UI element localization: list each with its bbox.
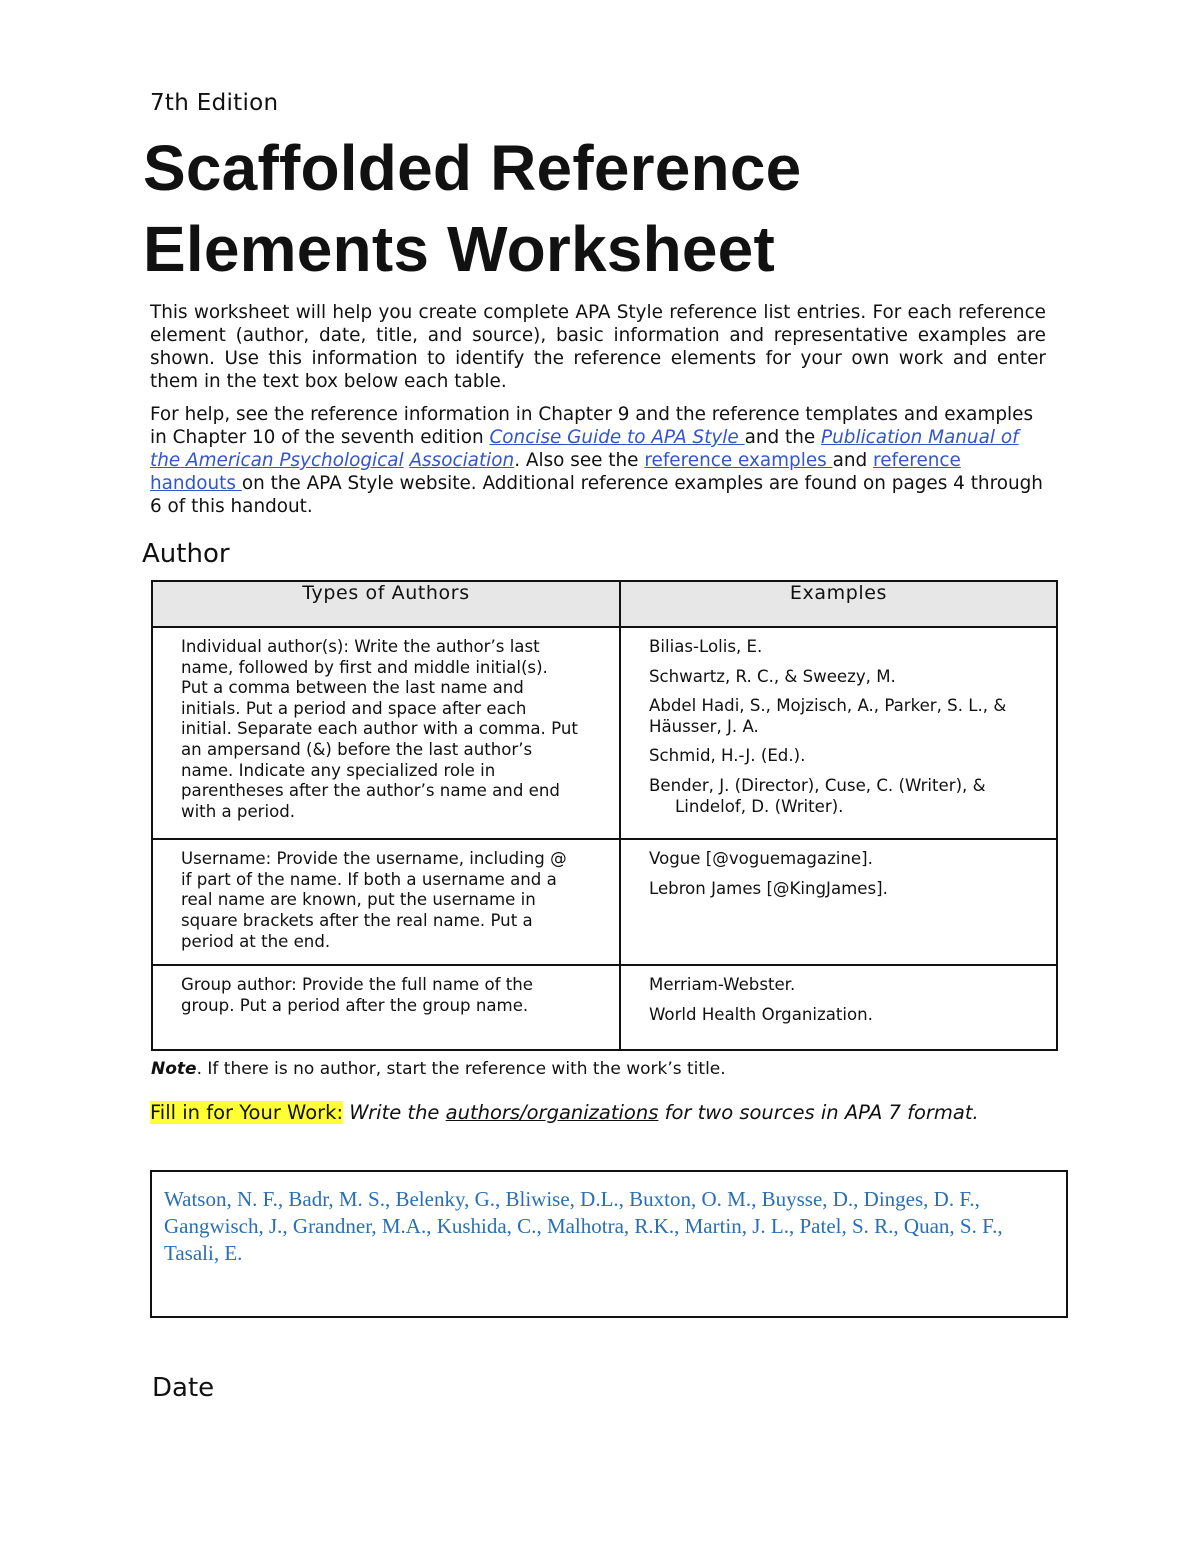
table-row: [152, 965, 1057, 1050]
publication-manual-link[interactable]: Publication Manual of the American Psychological: [150, 427, 1019, 471]
examples-cell: [620, 839, 1057, 965]
title-line-1: Scaffolded Reference: [143, 132, 802, 204]
example-entry: Schmid, H.-J. (Ed.).: [649, 746, 806, 766]
table-row: [152, 627, 1057, 839]
author-note: [151, 1059, 726, 1079]
page-title: [143, 128, 1103, 290]
example-entry: Merriam-Webster.: [649, 975, 796, 995]
author-type-cell: Individual author(s): Write the author’s last name, followed by first and middle initial(s). Put a comma between the last name and initials. Put a period and space after each initial. Separate each author with a comma. Put an ampersand (&) before the last author’s name. Indicate any specialized role in parentheses after the author’s name and end with a period.: [152, 627, 620, 839]
example-entry: World Health Organization.: [649, 1004, 873, 1024]
example-entry: Bender, J. (Director), Cuse, C. (Writer), & Lindelof, D. (Writer).: [649, 775, 986, 816]
answer-line: Watson, N. F., Badr, M. S., Belenky, G., Bliwise, D.L., Buxton, O. M., Buysse, D., Dinges, D. F.,: [164, 1187, 980, 1211]
example-entry: Abdel Hadi, S., Mojzisch, A., Parker, S. L., & Häusser, J. A.: [649, 696, 1007, 736]
example-entry: Bilias-Lolis, E.: [649, 637, 763, 656]
help-text: and: [832, 450, 874, 471]
help-paragraph: [150, 403, 1046, 518]
table-row: [152, 839, 1057, 965]
help-text: . Also see the: [514, 450, 645, 471]
author-types-table: [151, 580, 1058, 1051]
fill-in-instruction: [150, 1100, 1030, 1125]
date-heading: Date: [152, 1373, 215, 1403]
types-header: Types of Authors: [152, 581, 620, 627]
example-entry: Lebron James [@KingJames].: [649, 878, 888, 898]
examples-cell: [620, 627, 1057, 839]
edition-label: 7th Edition: [150, 90, 279, 116]
reference-handouts-link[interactable]: reference handouts: [150, 450, 961, 494]
concise-guide-link[interactable]: Concise Guide to APA Style: [489, 427, 745, 448]
fill-in-label: Fill in for Your Work:: [150, 1101, 344, 1124]
example-entry: Schwartz, R. C., & Sweezy, M.: [649, 666, 896, 686]
help-text: For help, see the reference information in Chapter 9 and the reference templates and examples in Chapter 10 of the seventh edition: [150, 404, 1034, 448]
table-header-row: [152, 581, 1057, 627]
title-line-2: Elements Worksheet: [143, 213, 775, 285]
example-entry: Vogue [@voguemagazine].: [649, 849, 873, 869]
author-type-cell: Username: Provide the username, including @ if part of the name. If both a username and a real name are known, put the username in square brackets after the real name. Put a period at the end.: [152, 839, 620, 965]
author-answer-box[interactable]: [150, 1170, 1068, 1318]
author-type-cell: Group author: Provide the full name of the group. Put a period after the group name.: [152, 965, 620, 1050]
association-link[interactable]: Association: [409, 450, 515, 471]
examples-cell: [620, 965, 1057, 1050]
fill-in-text: for two sources in APA 7 format.: [658, 1101, 979, 1124]
answer-line: Gangwisch, J., Grandner, M.A., Kushida, C., Malhotra, R.K., Martin, J. L., Patel, S. R., Quan, S. F., Tasali, E.: [164, 1214, 1003, 1265]
help-text: on the APA Style website. Additional reference examples are found on pages 4 through 6 of this handout.: [150, 473, 1043, 517]
intro-paragraph: This worksheet will help you create complete APA Style reference list entries. For each reference element (author, date, title, and source), basic information and representative examples are shown. Use this information to identify the reference elements for your own work and enter them in the text box below each table.: [150, 302, 1046, 392]
author-heading: Author: [142, 539, 230, 569]
examples-header: Examples: [620, 581, 1057, 627]
help-text: and the: [744, 427, 822, 448]
fill-in-emphasis: authors/organizations: [445, 1101, 659, 1124]
note-text: . If there is no author, start the reference with the work’s title.: [196, 1059, 726, 1079]
reference-examples-link[interactable]: reference examples: [644, 450, 833, 471]
fill-in-text: Write the: [343, 1101, 446, 1124]
note-label: Note: [151, 1059, 197, 1079]
